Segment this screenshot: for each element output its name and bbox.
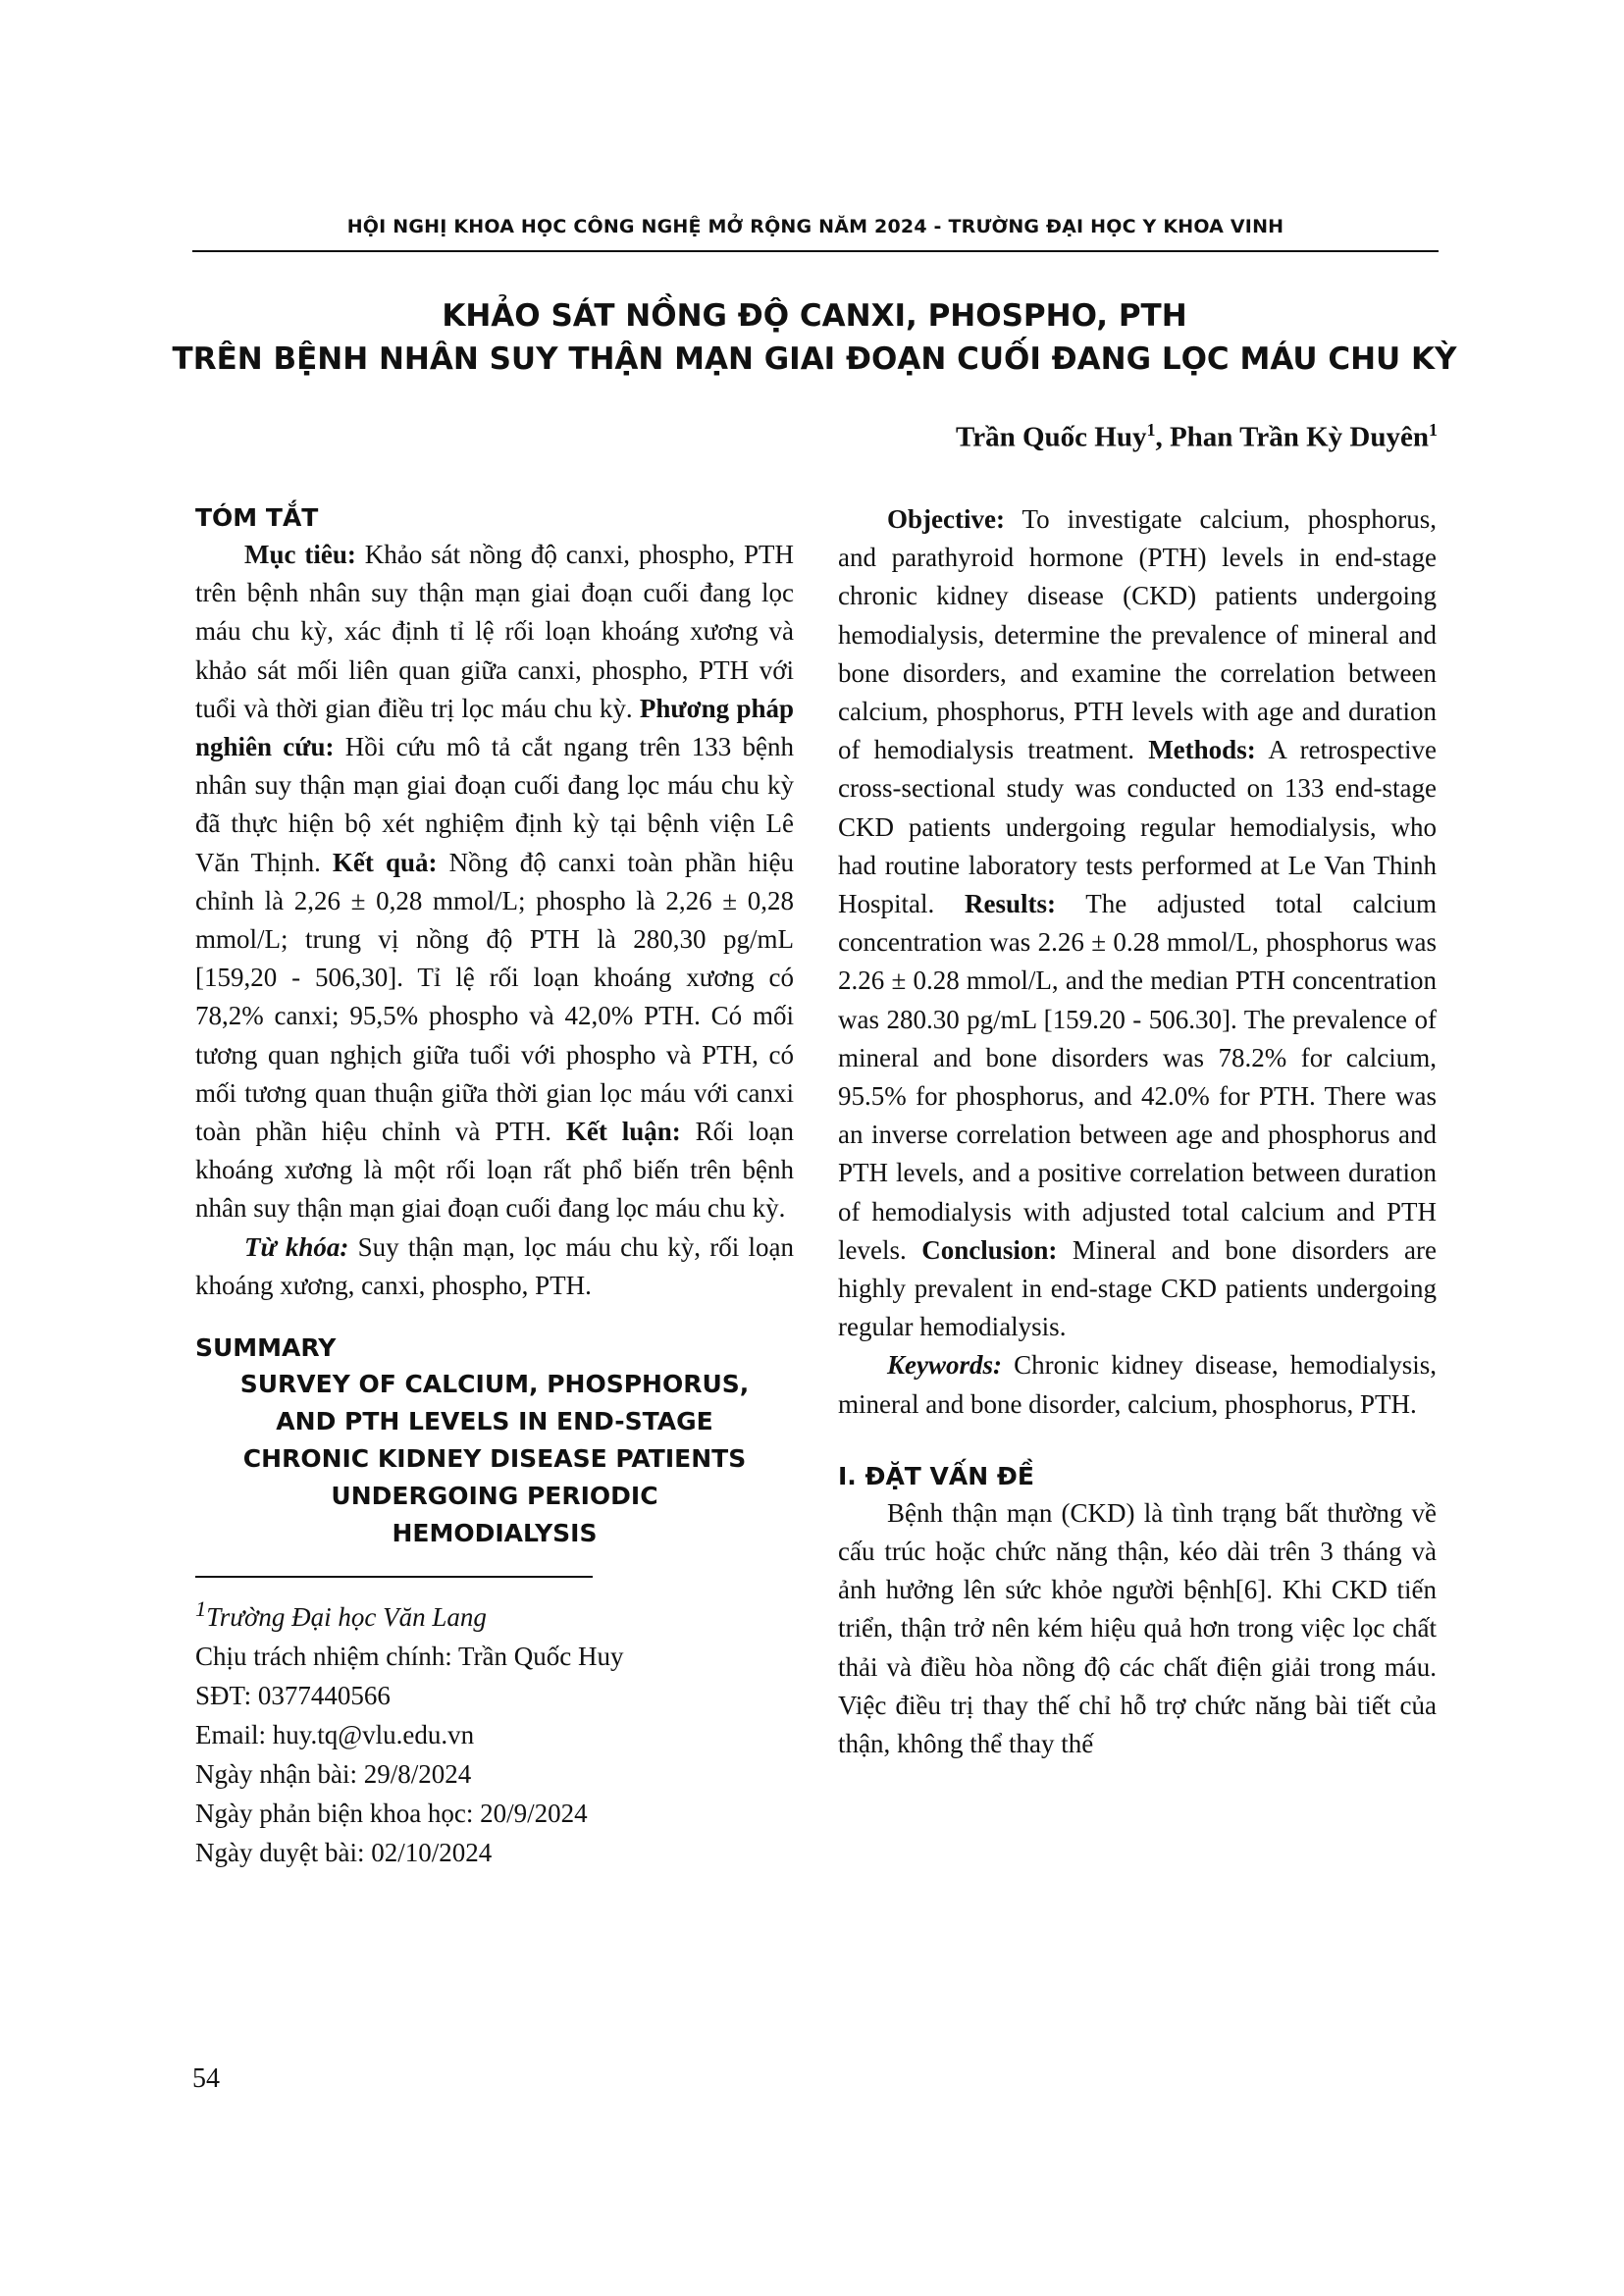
- keywords-en-label: Keywords:: [887, 1350, 1002, 1381]
- conclusion-en-label: Conclusion:: [921, 1234, 1058, 1265]
- author-1: Trần Quốc Huy: [956, 421, 1147, 453]
- section-1-paragraph: Bệnh thận mạn (CKD) là tình trạng bất thường về cấu trúc hoặc chức năng thận, kéo dài trên 3 tháng và ảnh hưởng lên sức khỏe người bệnh[6]. Khi CKD tiến triển, thận trở nên kém hiệu quả hơn trong việc lọc chất thải và điều hòa nồng độ các chất điện giải trong máu. Việc điều trị thay thế chỉ hỗ trợ chức năng bài tiết của thận, không thể thay thế: [838, 1497, 1437, 1759]
- title-line-2: TRÊN BỆNH NHÂN SUY THẬN MẠN GIAI ĐOẠN CUỐI ĐANG LỌC MÁU CHU KỲ: [172, 341, 1457, 377]
- objective-en-label: Objective:: [887, 504, 1005, 534]
- summary-title-line: CHRONIC KIDNEY DISEASE PATIENTS: [242, 1444, 747, 1474]
- results-vi-text: Nồng độ canxi toàn phần hiệu chỉnh là 2,26 ± 0,28 mmol/L; phospho là 2,26 ± 0,28 mmol/L; trung vị nồng độ PTH là 280,30 pg/mL [159,20 - 506,30]. Tỉ lệ rối loạn khoáng xương có 78,2% canxi; 95,5% phospho và 42,0% PTH. Có mối tương quan nghịch giữa tuổi với phospho và PTH, có mối tương quan thuận giữa thời gian lọc máu với canxi toàn phần hiệu chỉnh và PTH.: [195, 847, 794, 1147]
- objective-vi-label: Mục tiêu:: [244, 540, 356, 569]
- header-rule: [192, 250, 1439, 252]
- author-1-affiliation: 1: [1146, 420, 1156, 440]
- running-header: HỘI NGHỊ KHOA HỌC CÔNG NGHỆ MỞ RỘNG NĂM 2024 - TRƯỜNG ĐẠI HỌC Y KHOA VINH: [346, 216, 1284, 237]
- footnote-corresponding: Chịu trách nhiệm chính: Trần Quốc Huy: [195, 1642, 624, 1672]
- author-2-affiliation: 1: [1429, 420, 1438, 440]
- author-list: [956, 420, 1438, 454]
- footnote-rule: [195, 1576, 593, 1578]
- results-en-label: Results:: [965, 889, 1057, 919]
- footnote-affiliation: [195, 1590, 794, 1637]
- author-separator: ,: [1155, 421, 1170, 453]
- footnote-reviewed: Ngày phản biện khoa học: 20/9/2024: [195, 1799, 588, 1829]
- left-column: [195, 500, 794, 1872]
- section-1-heading: I. ĐẶT VẤN ĐỀ: [838, 1461, 1034, 1490]
- keywords-en: [838, 1346, 1437, 1423]
- abstract-vi-body: [195, 536, 794, 1228]
- footnote-affiliation-sup: 1: [195, 1596, 207, 1622]
- abstract-en-body: [838, 500, 1437, 1346]
- abstract-vi-heading: TÓM TẮT: [195, 503, 319, 532]
- summary-title-line: UNDERGOING PERIODIC: [331, 1482, 658, 1511]
- article-title: [157, 294, 1472, 381]
- footnote-accepted: Ngày duyệt bài: 02/10/2024: [195, 1838, 493, 1868]
- footnote-email: Email: huy.tq@vlu.edu.vn: [195, 1720, 475, 1750]
- methods-vi-text: Hồi cứu mô tả cắt ngang trên 133 bệnh nhân suy thận mạn giai đoạn cuối đang lọc máu chu kỳ đã thực hiện bộ xét nghiệm định kỳ tại bệnh viện Lê Văn Thịnh.: [195, 732, 794, 877]
- methods-en-label: Methods:: [1148, 735, 1256, 765]
- summary-title-line: SURVEY OF CALCIUM, PHOSPHORUS,: [239, 1370, 750, 1399]
- keywords-en-text: Chronic kidney disease, hemodialysis, mineral and bone disorder, calcium, phosphorus, PTH.: [838, 1350, 1437, 1419]
- results-en-text: The adjusted total calcium concentration was 2.26 ± 0.28 mmol/L, phosphorus was 2.26 ± 0.28 mmol/L, and the median PTH concentration was 280.30 pg/mL [159.20 - 506.30]. The prevalence of mineral and bone disorders was 78.2% for calcium, 95.5% for phosphorus, and 42.0% for PTH. There was an inverse correlation between age and phosphorus and PTH levels, and a positive correlation between duration of hemodialysis with adjusted total calcium and PTH levels.: [838, 889, 1437, 1265]
- methods-en-text: A retrospective cross-sectional study was conducted on 133 end-stage CKD patients undergoing regular hemodialysis, who had routine laboratory tests performed at Le Van Thinh Hospital.: [838, 735, 1437, 919]
- author-2: Phan Trần Kỳ Duyên: [1169, 421, 1429, 453]
- summary-heading: SUMMARY: [195, 1333, 337, 1363]
- footnote-received: Ngày nhận bài: 29/8/2024: [195, 1759, 472, 1790]
- conclusion-vi-text: Rối loạn khoáng xương là một rối loạn rất phổ biến trên bệnh nhân suy thận mạn giai đoạn cuối đang lọc máu chu kỳ.: [195, 1117, 794, 1224]
- right-column: [838, 500, 1437, 1763]
- methods-vi-label: Phương pháp nghiên cứu:: [195, 693, 794, 762]
- conclusion-en-text: Mineral and bone disorders are highly prevalent in end-stage CKD patients undergoing regular hemodialysis.: [838, 1234, 1437, 1342]
- summary-title-line: AND PTH LEVELS IN END-STAGE: [276, 1407, 713, 1436]
- keywords-vi-label: Từ khóa:: [244, 1231, 349, 1262]
- footnote-phone: SĐT: 0377440566: [195, 1681, 391, 1711]
- objective-en-text: To investigate calcium, phosphorus, and parathyroid hormone (PTH) levels in end-stage chronic kidney disease (CKD) patients undergoing hemodialysis, determine the prevalence of mineral and bone disorders, and examine the correlation between calcium, phosphorus, PTH levels with age and duration of hemodialysis treatment.: [838, 504, 1437, 765]
- keywords-vi: [195, 1228, 794, 1305]
- summary-title-line: HEMODIALYSIS: [392, 1519, 598, 1548]
- conclusion-vi-label: Kết luận:: [565, 1117, 681, 1147]
- keywords-vi-text: Suy thận mạn, lọc máu chu kỳ, rối loạn khoáng xương, canxi, phospho, PTH.: [195, 1231, 794, 1300]
- footnote: [195, 1590, 794, 1872]
- page-number: 54: [192, 2063, 220, 2094]
- footnote-affiliation-text: Trường Đại học Văn Lang: [206, 1602, 487, 1633]
- results-vi-label: Kết quả:: [332, 847, 438, 877]
- title-line-1: KHẢO SÁT NỒNG ĐỘ CANXI, PHOSPHO, PTH: [442, 298, 1187, 334]
- summary-title: [195, 1366, 794, 1552]
- objective-vi-text: Khảo sát nồng độ canxi, phospho, PTH trên bệnh nhân suy thận mạn giai đoạn cuối đang lọc máu chu kỳ, xác định tỉ lệ rối loạn khoáng xương và khảo sát mối liên quan giữa canxi, phospho, PTH với tuổi và thời gian điều trị lọc máu chu kỳ.: [195, 540, 794, 723]
